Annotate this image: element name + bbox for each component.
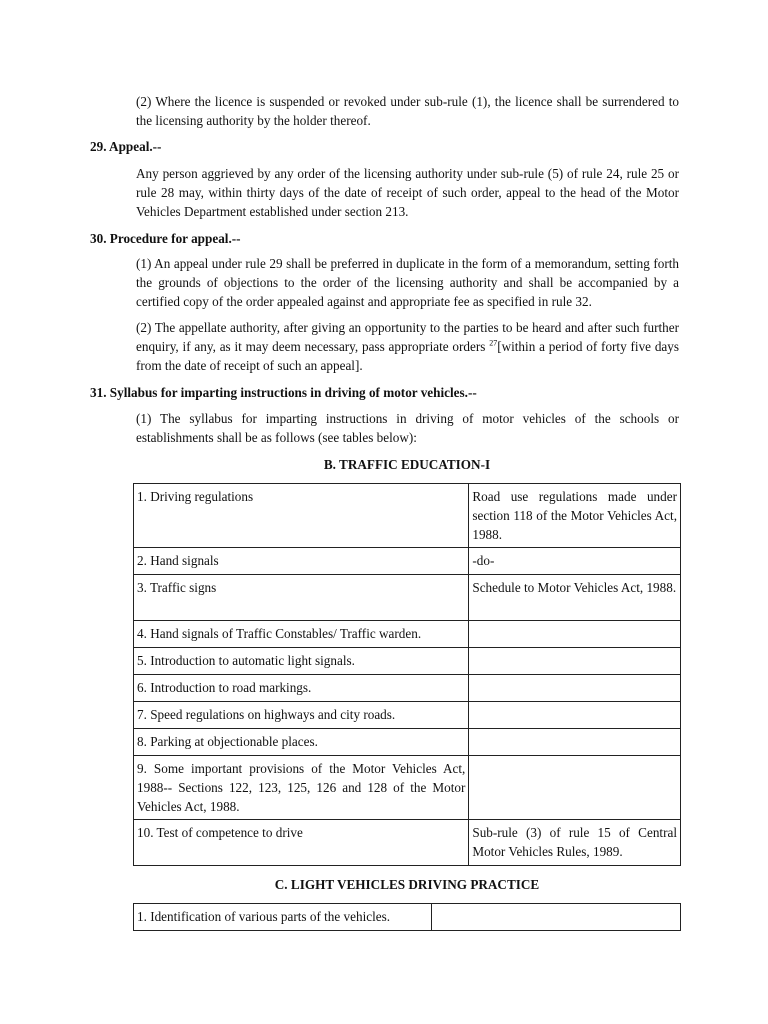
- section-29-heading: 29. Appeal.--: [90, 139, 162, 154]
- table-cell-item: 9. Some important provisions of the Motor Vehicles Act, 1988-- Sections 122, 123, 125, 126 and 128 of the Motor Vehicles Act, 1988.: [134, 756, 469, 820]
- table-cell-item: 2. Hand signals: [134, 548, 469, 575]
- table-cell-item: 7. Speed regulations on highways and city roads.: [134, 702, 469, 729]
- table-row: [134, 575, 681, 621]
- table-cell-reference: [469, 675, 681, 702]
- traffic-education-table: [133, 483, 681, 866]
- table-cell-item: 3. Traffic signs: [134, 575, 469, 621]
- table-cell-reference: [469, 702, 681, 729]
- table-cell-reference: -do-: [469, 548, 681, 575]
- section-29-body: Any person aggrieved by any order of the licensing authority under sub-rule (5) of rule 24, rule 25 or rule 28 may, within thirty days of the date of receipt of such order, appeal to the head of the Motor Vehicles Department established under section 213.: [136, 166, 679, 219]
- table-row: [134, 756, 681, 820]
- footnote-marker: 27: [489, 338, 498, 348]
- table-row: [134, 820, 681, 866]
- table-cell-reference: Road use regulations made under section 118 of the Motor Vehicles Act, 1988.: [469, 484, 681, 548]
- table-cell-reference: Schedule to Motor Vehicles Act, 1988.: [469, 575, 681, 621]
- section-30-para-2: [136, 318, 679, 375]
- section-31-heading: 31. Syllabus for imparting instructions in driving of motor vehicles.--: [90, 385, 477, 400]
- section-31-para-1: (1) The syllabus for imparting instructions in driving of motor vehicles of the schools or establishments shall be as follows (see tables below):: [136, 411, 679, 445]
- table-cell-item: 6. Introduction to road markings.: [134, 675, 469, 702]
- section-30-heading: 30. Procedure for appeal.--: [90, 231, 241, 246]
- section-30-para-2-text: (2) The appellate authority, after giving an opportunity to the parties to be heard and after such further enquiry, if any, as it may deem necessary, pass appropriate orders: [136, 320, 679, 354]
- table-row: [134, 729, 681, 756]
- table-cell-reference: [431, 904, 680, 931]
- table-cell-reference: [469, 756, 681, 820]
- intro-paragraph: (2) Where the licence is suspended or revoked under sub-rule (1), the licence shall be surrendered to the licensing authority by the holder thereof.: [136, 94, 679, 128]
- table-cell-item: 8. Parking at objectionable places.: [134, 729, 469, 756]
- table-b-caption: B. TRAFFIC EDUCATION-I: [323, 457, 491, 472]
- table-row: [134, 484, 681, 548]
- table-row: [134, 675, 681, 702]
- table-row: [134, 648, 681, 675]
- table-row: [134, 548, 681, 575]
- table-cell-reference: [469, 648, 681, 675]
- light-vehicles-table: [133, 903, 681, 931]
- table-cell-reference: [469, 729, 681, 756]
- section-30-para-1: (1) An appeal under rule 29 shall be preferred in duplicate in the form of a memorandum, setting forth the grounds of objections to the order of the licensing authority and shall be accompanied by a certified copy of the order appealed against and appropriate fee as specified in rule 32.: [136, 256, 679, 309]
- table-row: [134, 904, 681, 931]
- table-cell-item: 1. Identification of various parts of the vehicles.: [134, 904, 432, 931]
- section-30-para-2-tail: [within a period of forty five days from the date of receipt of such an appeal].: [136, 339, 679, 373]
- table-cell-item: 10. Test of competence to drive: [134, 820, 469, 866]
- table-cell-item: 1. Driving regulations: [134, 484, 469, 548]
- table-cell-reference: Sub-rule (3) of rule 15 of Central Motor Vehicles Rules, 1989.: [469, 820, 681, 866]
- table-row: [134, 702, 681, 729]
- table-cell-reference: [469, 621, 681, 648]
- table-c-caption: C. LIGHT VEHICLES DRIVING PRACTICE: [274, 877, 540, 892]
- table-row: [134, 621, 681, 648]
- table-cell-item: 5. Introduction to automatic light signals.: [134, 648, 469, 675]
- table-cell-item: 4. Hand signals of Traffic Constables/ Traffic warden.: [134, 621, 469, 648]
